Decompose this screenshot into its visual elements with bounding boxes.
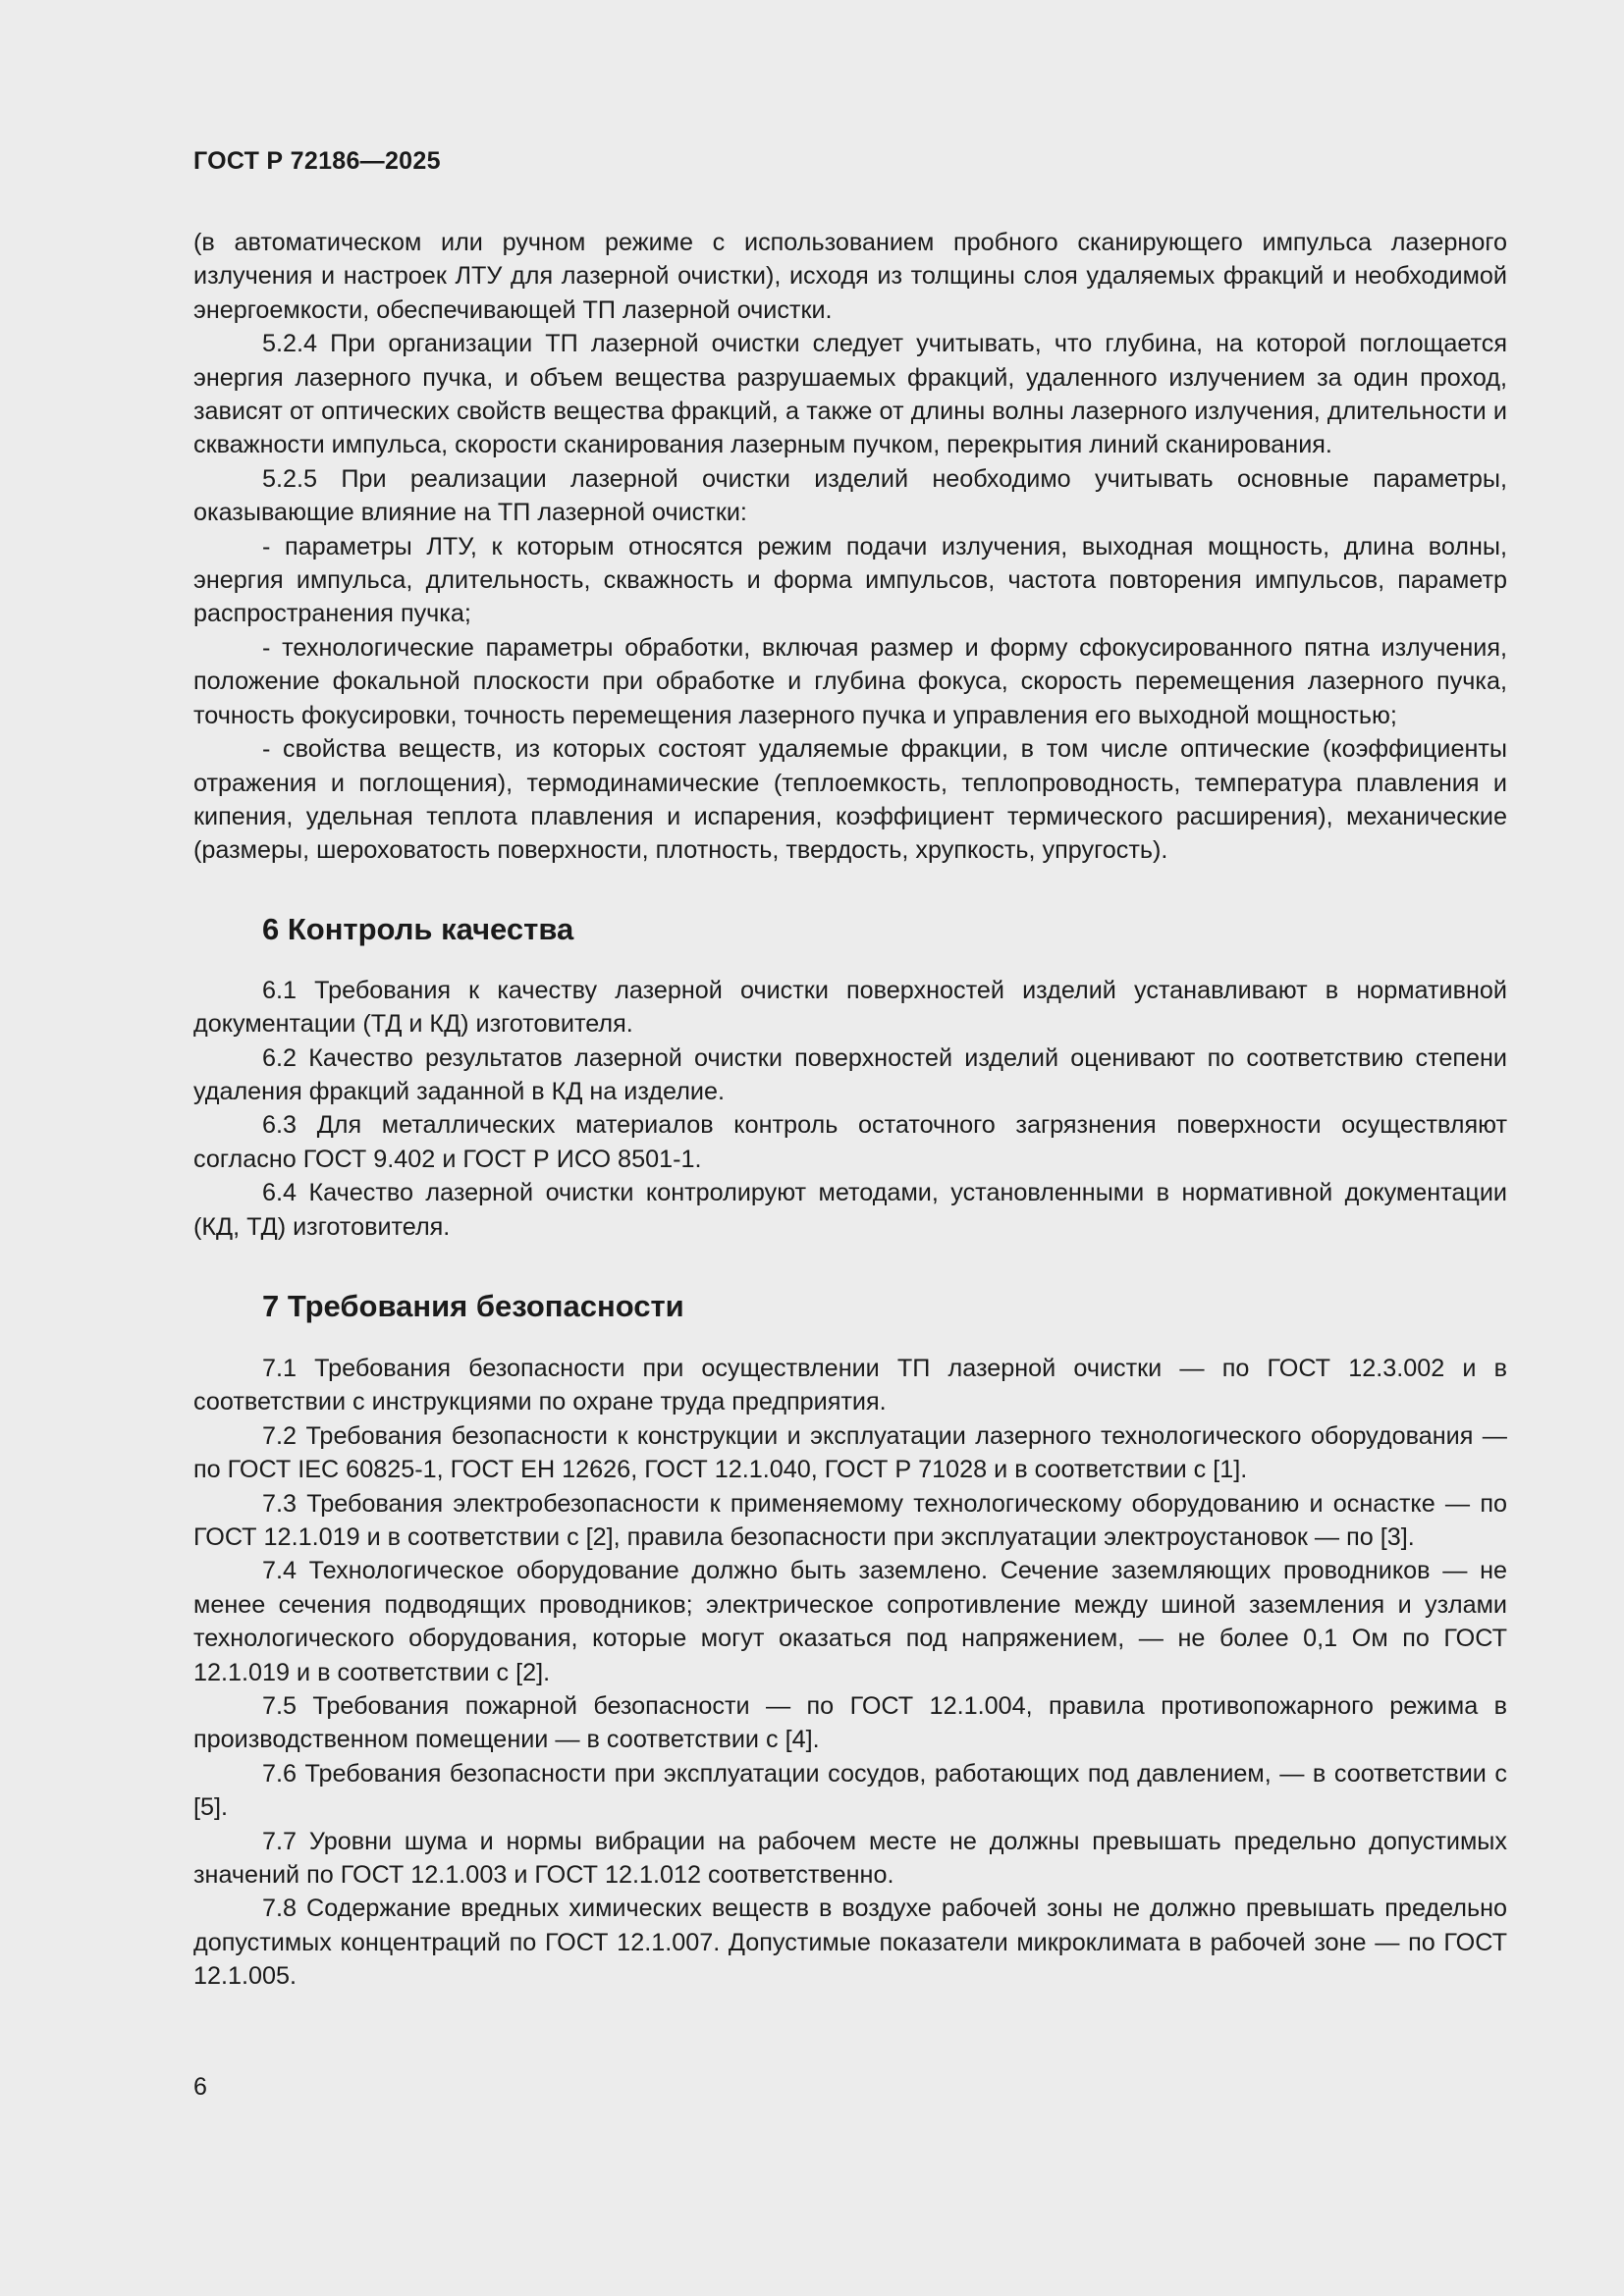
list-item-substance-properties: - свойства веществ, из которых состоят удаляемые фракции, в том числе оптические (коэффициенты отражения и поглощения), термодинамические (теплоемкость, теплопроводность, температура плавления и кипения, удельная теплота плавления и испарения, коэффициент термического расширения), механические (размеры, шероховатость поверхности, плотность, твердость, хрупкость, упругость). xyxy=(193,735,1507,865)
section-heading-safety-requirements: 7 Требования безопасности xyxy=(262,1288,684,1323)
paragraph-5-2-4: 5.2.4 При организации ТП лазерной очистки следует учитывать, что глубина, на которой поглощается энергия лазерного пучка, и объем вещества разрушаемых фракций, удаленного излучением за один проход, зависят от оптических свойств вещества фракций, а также от длины волны лазерного излучения, длительности и скважности импульса, скорости сканирования лазерным пучком, перекрытия линий сканирования. xyxy=(193,330,1507,459)
paragraph-6-2: 6.2 Качество результатов лазерной очистки поверхностей изделий оценивают по соответствию степени удаления фракций заданной в КД на изделие. xyxy=(193,1043,1507,1105)
page-number: 6 xyxy=(193,2073,207,2101)
paragraph-continued: (в автоматическом или ручном режиме с использованием пробного сканирующего импульса лазерного излучения и настроек ЛТУ для лазерной очистки), исходя из толщины слоя удаляемых фракций и необходимой энергоемкости, обеспечивающей ТП лазерной очистки. xyxy=(193,229,1507,324)
paragraph-7-4: 7.4 Технологическое оборудование должно быть заземлено. Сечение заземляющих проводников — не менее сечения подводящих проводников; электрическое сопротивление между шиной заземления и узлами технологического оборудования, которые могут оказаться под напряжением, — не более 0,1 Ом по ГОСТ 12.1.019 и в соответствии с [2]. xyxy=(193,1557,1507,1686)
paragraph-7-7: 7.7 Уровни шума и нормы вибрации на рабочем месте не должны превышать предельно допустимых значений по ГОСТ 12.1.003 и ГОСТ 12.1.012 соответственно. xyxy=(193,1827,1507,1890)
list-item-processing-parameters: - технологические параметры обработки, включая размер и форму сфокусированного пятна излучения, положение фокальной плоскости при обработке и глубина фокуса, скорость перемещения лазерного пучка, точность фокусировки, точность перемещения лазерного пучка и управления его выходной мощностью; xyxy=(193,633,1507,729)
paragraph-7-3: 7.3 Требования электробезопасности к применяемому технологическому оборудованию и оснастке — по ГОСТ 12.1.019 и в соответствии с [2], правила безопасности при эксплуатации электроустановок — по [3]. xyxy=(193,1489,1507,1551)
list-item-ltu-parameters: - параметры ЛТУ, к которым относятся режим подачи излучения, выходная мощность, длина волны, энергия импульса, длительность, скважность и форма импульсов, частота повторения импульсов, параметр распространения пучка; xyxy=(193,532,1507,628)
document-body xyxy=(193,226,1507,1994)
section-heading-quality-control: 6 Контроль качества xyxy=(262,911,574,946)
paragraph-6-3: 6.3 Для металлических материалов контроль остаточного загрязнения поверхности осуществляют согласно ГОСТ 9.402 и ГОСТ Р ИСО 8501-1. xyxy=(193,1111,1507,1173)
paragraph-6-1: 6.1 Требования к качеству лазерной очистки поверхностей изделий устанавливают в нормативной документации (ТД и КД) изготовителя. xyxy=(193,976,1507,1039)
paragraph-7-5: 7.5 Требования пожарной безопасности — по ГОСТ 12.1.004, правила противопожарного режима в производственном помещении — в соответствии с [4]. xyxy=(193,1692,1507,1754)
document-header: ГОСТ Р 72186—2025 xyxy=(193,147,441,175)
paragraph-6-4: 6.4 Качество лазерной очистки контролируют методами, установленными в нормативной документации (КД, ТД) изготовителя. xyxy=(193,1179,1507,1241)
paragraph-5-2-5: 5.2.5 При реализации лазерной очистки изделий необходимо учитывать основные параметры, оказывающие влияние на ТП лазерной очистки: xyxy=(193,464,1507,527)
paragraph-7-8: 7.8 Содержание вредных химических веществ в воздухе рабочей зоны не должно превышать предельно допустимых концентраций по ГОСТ 12.1.007. Допустимые показатели микроклимата в рабочей зоне — по ГОСТ 12.1.005. xyxy=(193,1895,1507,1991)
paragraph-7-1: 7.1 Требования безопасности при осуществлении ТП лазерной очистки — по ГОСТ 12.3.002 и в соответствии с инструкциями по охране труда предприятия. xyxy=(193,1354,1507,1416)
paragraph-7-6: 7.6 Требования безопасности при эксплуатации сосудов, работающих под давлением, — в соответствии с [5]. xyxy=(193,1759,1507,1822)
paragraph-7-2: 7.2 Требования безопасности к конструкции и эксплуатации лазерного технологического оборудования — по ГОСТ IEC 60825-1, ГОСТ ЕН 12626, ГОСТ 12.1.040, ГОСТ Р 71028 и в соответствии с [1]. xyxy=(193,1421,1507,1484)
